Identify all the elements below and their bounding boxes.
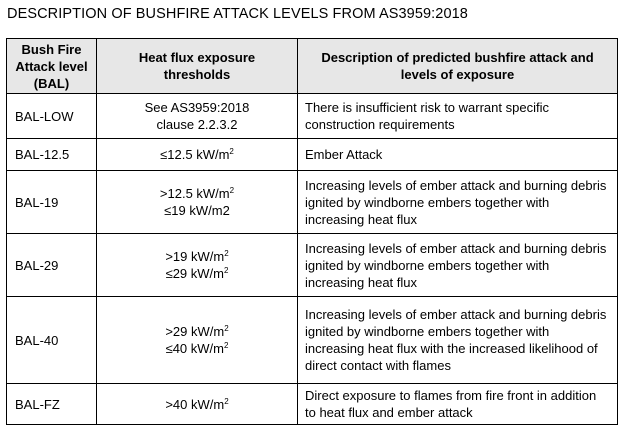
heat-flux-cell [97, 139, 298, 171]
page-title: DESCRIPTION OF BUSHFIRE ATTACK LEVELS FROM AS3959:2018 [7, 6, 468, 22]
description-cell: Direct exposure to flames from fire front in addition to heat flux and ember attack [298, 384, 618, 425]
bal-cell: BAL-12.5 [7, 139, 97, 171]
heat-flux-cell [97, 94, 298, 139]
bal-cell: BAL-29 [7, 234, 97, 297]
unit-exponent: 2 [224, 324, 229, 333]
heat-flux-cell [97, 297, 298, 384]
unit-exponent: 2 [224, 396, 229, 406]
header-heat-flux: Heat flux exposure thresholds [97, 39, 298, 94]
unit-exponent: 2 [224, 249, 229, 258]
bal-table [6, 38, 618, 425]
unit-exponent: 2 [223, 341, 229, 350]
description-cell: Increasing levels of ember attack and burning debris ignited by windborne embers together with increasing heat flux [298, 234, 618, 297]
table-row [7, 139, 618, 171]
heat-flux-line: ≤40 kW/m [165, 341, 224, 356]
description-cell: Ember Attack [298, 139, 618, 171]
header-bal: Bush Fire Attack level (BAL) [7, 39, 97, 94]
bal-cell: BAL-40 [7, 297, 97, 384]
heat-flux-line: ≤29 kW/m [165, 266, 224, 281]
heat-flux-line: >29 kW/m [165, 324, 225, 339]
heat-flux-cell [97, 234, 298, 297]
table-row [7, 171, 618, 234]
heat-flux-line: See AS3959:2018 [144, 100, 250, 115]
heat-flux-line: >19 kW/m [165, 249, 225, 264]
description-cell: Increasing levels of ember attack and burning debris ignited by windborne embers together with increasing heat flux [298, 171, 618, 234]
heat-flux-line: clause 2.2.3.2 [156, 117, 238, 132]
table-row [7, 94, 618, 139]
heat-flux-line: >40 kW/m [165, 396, 225, 412]
table-row [7, 234, 618, 297]
bal-cell: BAL-19 [7, 171, 97, 234]
bal-cell: BAL-LOW [7, 94, 97, 139]
heat-flux-line: ≤19 kW/m2 [164, 203, 230, 218]
heat-flux-line: ≤12.5 kW/m [160, 147, 230, 162]
heat-flux-cell [97, 384, 298, 425]
header-description: Description of predicted bushfire attack and levels of exposure [298, 39, 618, 94]
heat-flux-cell [97, 171, 298, 234]
bal-cell: BAL-FZ [7, 384, 97, 425]
unit-exponent: 2 [229, 147, 234, 156]
unit-exponent: 2 [229, 186, 235, 195]
table-row [7, 297, 618, 384]
description-cell: There is insufficient risk to warrant specific construction requirements [298, 94, 618, 139]
table-row [7, 384, 618, 425]
unit-exponent: 2 [223, 266, 229, 275]
description-cell: Increasing levels of ember attack and burning debris ignited by windborne embers together with increasing heat flux with the increased likelihood of direct contact with flames [298, 297, 618, 384]
heat-flux-line: >12.5 kW/m [159, 186, 230, 201]
table-header-row [7, 39, 618, 94]
